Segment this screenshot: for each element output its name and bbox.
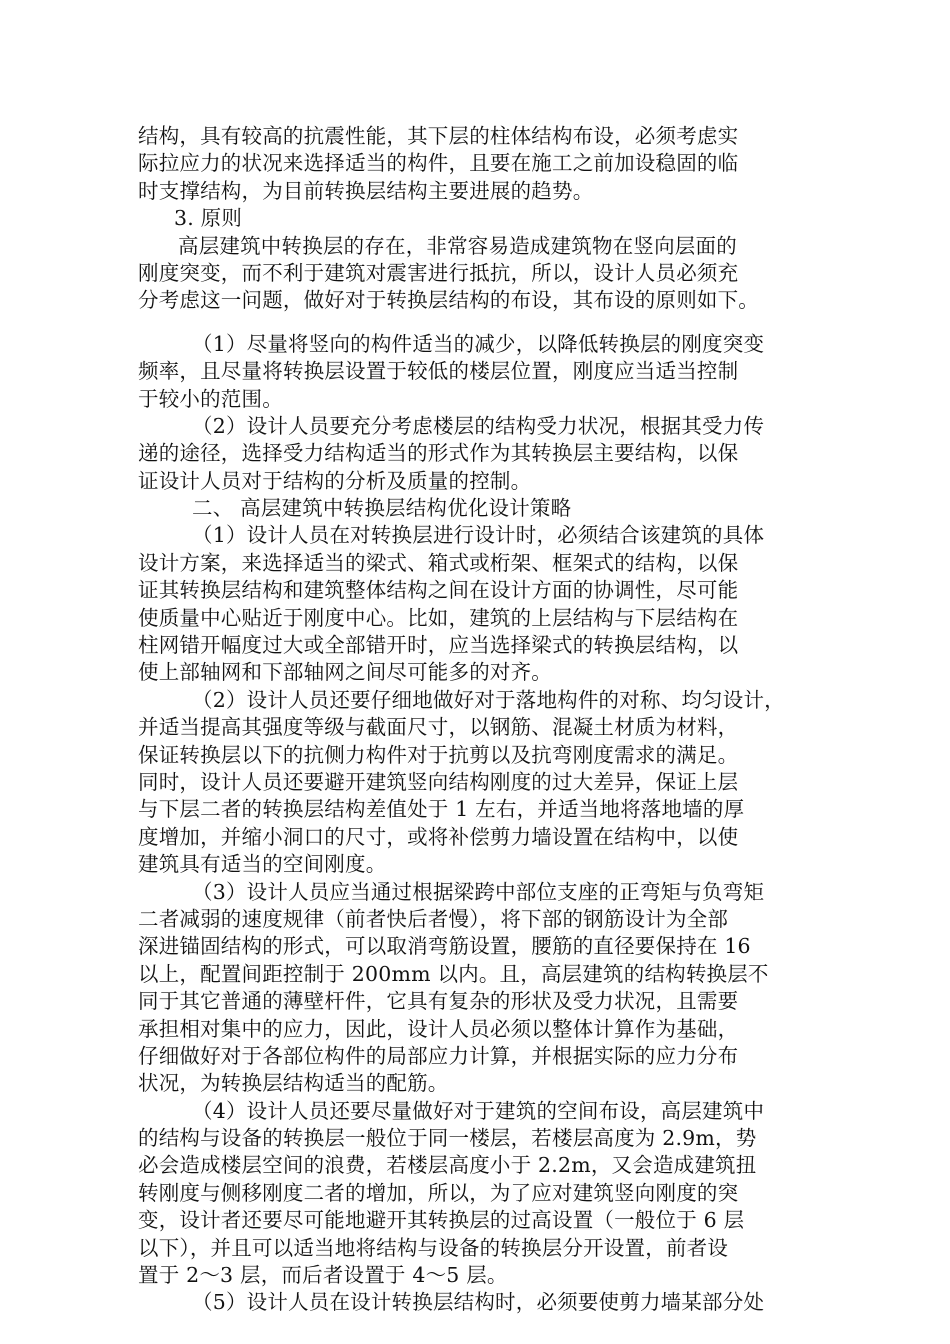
text-line: 证其转换层结构和建筑整体结构之间在设计方面的协调性，尽可能 <box>138 578 739 603</box>
text-line: 时支撑结构，为目前转换层结构主要进展的趋势。 <box>138 178 594 203</box>
text-line: （1）尽量将竖向的构件适当的减少，以降低转换层的刚度突变 <box>192 331 765 356</box>
paragraph-structure-continuation <box>138 123 814 205</box>
paragraph-strategy-5 <box>138 1289 814 1316</box>
text-line: 于较小的范围。 <box>138 386 283 411</box>
text-line: 以下），并且可以适当地将结构与设备的转换层分开设置，前者设 <box>138 1235 729 1260</box>
text-line: 同于其它普通的薄壁杆件，它具有复杂的形状及受力状况，且需要 <box>138 989 739 1014</box>
text-line: 结构，具有较高的抗震性能，其下层的柱体结构布设，必须考虑实 <box>138 124 739 148</box>
text-line: （4）设计人员还要尽量做好对于建筑的空间布设，高层建筑中 <box>192 1098 765 1123</box>
paragraph-principle-2 <box>138 413 814 495</box>
section-heading-principles: 3. 原则 <box>174 206 243 231</box>
text-line: 深进锚固结构的形式，可以取消弯筋设置，腰筋的直径要保持在 16 <box>138 934 751 959</box>
text-line: 变，设计者还要尽可能地避开其转换层的过高设置（一般位于 6 层 <box>138 1208 745 1233</box>
paragraph-gap <box>138 315 814 331</box>
text-line: 保证转换层以下的抗侧力构件对于抗剪以及抗弯刚度需求的满足。 <box>138 742 739 767</box>
text-line: 使质量中心贴近于刚度中心。比如，建筑的上层结构与下层结构在 <box>138 605 739 630</box>
text-line: （5）设计人员在设计转换层结构时，必须要使剪力墙某部分处 <box>192 1290 765 1315</box>
text-line: 柱网错开幅度过大或全部错开时，应当选择梁式的转换层结构，以 <box>138 633 739 658</box>
text-line: （2）设计人员还要仔细地做好对于落地构件的对称、均匀设计， <box>192 687 785 712</box>
text-line: 度增加，并缩小洞口的尺寸，或将补偿剪力墙设置在结构中，以使 <box>138 824 739 849</box>
article-body <box>138 123 814 1317</box>
text-line: 必会造成楼层空间的浪费，若楼层高度小于 2.2m，又会造成建筑扭 <box>138 1153 757 1178</box>
text-line: 递的途径，选择受力结构适当的形式作为其转换层主要结构，以保 <box>138 441 739 466</box>
text-line: 以上，配置间距控制于 200mm 以内。且，高层建筑的结构转换层不 <box>138 961 769 986</box>
text-line: 仔细做好对于各部位构件的局部应力计算，并根据实际的应力分布 <box>138 1043 739 1068</box>
text-line: （3）设计人员应当通过根据梁跨中部位支座的正弯矩与负弯矩 <box>192 879 765 904</box>
text-line: 分考虑这一问题，做好对于转换层结构的布设，其布设的原则如下。 <box>138 288 759 313</box>
paragraph-strategy-3 <box>138 879 814 1098</box>
text-line: （1）设计人员在对转换层进行设计时，必须结合该建筑的具体 <box>192 523 765 548</box>
text-line: 同时，设计人员还要避开建筑竖向结构刚度的过大差异，保证上层 <box>138 769 739 794</box>
text-line: 的结构与设备的转换层一般位于同一楼层，若楼层高度为 2.9m，势 <box>138 1126 757 1151</box>
text-line: 建筑具有适当的空间刚度。 <box>138 852 387 877</box>
text-line: 置于 2～3 层，而后者设置于 4～5 层。 <box>138 1263 508 1288</box>
text-line: 二者减弱的速度规律（前者快后者慢），将下部的钢筋设计为全部 <box>138 906 729 931</box>
text-line: （2）设计人员要充分考虑楼层的结构受力状况，根据其受力传 <box>192 413 765 438</box>
paragraph-strategy-2 <box>138 687 814 879</box>
section-heading-strategies: 二、 高层建筑中转换层结构优化设计策略 <box>192 496 572 521</box>
text-line: 证设计人员对于结构的分析及质量的控制。 <box>138 468 532 493</box>
text-line: 频率，且尽量将转换层设置于较低的楼层位置，刚度应当适当控制 <box>138 359 739 384</box>
paragraph-strategy-4 <box>138 1098 814 1290</box>
text-line: 高层建筑中转换层的存在，非常容易造成建筑物在竖向层面的 <box>178 233 737 258</box>
paragraph-principles-intro <box>138 233 814 315</box>
text-line: 使上部轴网和下部轴网之间尽可能多的对齐。 <box>138 660 552 685</box>
text-line: 状况，为转换层结构适当的配筋。 <box>138 1071 449 1096</box>
text-line: 转刚度与侧移刚度二者的增加，所以，为了应对建筑竖向刚度的突 <box>138 1180 739 1205</box>
text-line: 际拉应力的状况来选择适当的构件，且要在施工之前加设稳固的临 <box>138 151 739 176</box>
text-line: 并适当提高其强度等级与截面尺寸，以钢筋、混凝土材质为材料， <box>138 715 739 740</box>
text-line: 承担相对集中的应力，因此，设计人员必须以整体计算作为基础， <box>138 1016 739 1041</box>
paragraph-principle-1 <box>138 331 814 413</box>
text-line: 与下层二者的转换层结构差值处于 1 左右，并适当地将落地墙的厚 <box>138 797 745 822</box>
paragraph-strategy-1 <box>138 522 814 686</box>
text-line: 刚度突变，而不利于建筑对震害进行抵抗，所以，设计人员必须充 <box>138 260 739 285</box>
text-line: 设计方案，来选择适当的梁式、箱式或桁架、框架式的结构，以保 <box>138 550 739 575</box>
